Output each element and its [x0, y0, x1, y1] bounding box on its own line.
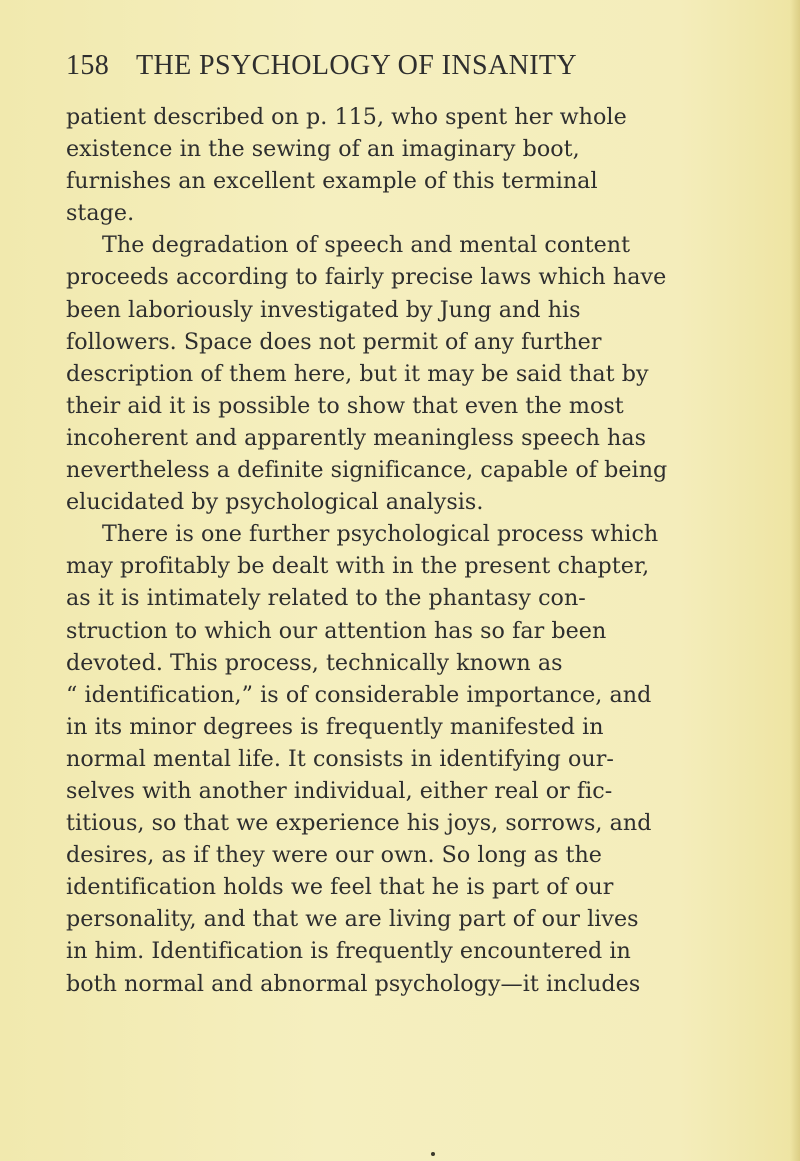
text-line: their aid it is possible to show that even the most: [66, 392, 624, 419]
text-line: in its minor degrees is frequently manifested in: [66, 713, 604, 740]
text-line: selves with another individual, either real or fic-: [66, 777, 613, 804]
text-line: followers. Space does not permit of any further: [66, 328, 602, 355]
body-text: [66, 101, 796, 1000]
text-line: been laboriously investigated by Jung and his: [66, 296, 581, 323]
text-line: struction to which our attention has so far been: [66, 617, 607, 644]
text-line: “ identification,” is of considerable importance, and: [66, 681, 652, 708]
page-number: 158: [66, 50, 110, 81]
text-line: proceeds according to fairly precise laws which have: [66, 264, 667, 291]
text-line: furnishes an excellent example of this terminal: [66, 168, 598, 195]
text-line: desires, as if they were our own. So long as the: [66, 842, 602, 869]
text-line: description of them here, but it may be said that by: [66, 360, 649, 387]
running-head: THE PSYCHOLOGY OF INSANITY: [136, 50, 578, 81]
text-line: elucidated by psychological analysis.: [66, 489, 484, 516]
text-line: existence in the sewing of an imaginary boot,: [66, 136, 580, 163]
text-line: normal mental life. It consists in identifying our-: [66, 745, 614, 772]
text-line: patient described on p. 115, who spent her whole: [66, 104, 627, 130]
text-line: in him. Identification is frequently encountered in: [66, 938, 631, 965]
text-line: identification holds we feel that he is part of our: [66, 874, 614, 901]
ink-speck: [431, 1152, 435, 1156]
text-line: devoted. This process, technically known as: [66, 649, 563, 676]
text-line: titious, so that we experience his joys, sorrows, and: [66, 810, 652, 837]
text-line: both normal and abnormal psychology—it includes: [66, 970, 641, 997]
text-line: stage.: [66, 200, 135, 227]
page-header: [66, 46, 706, 86]
text-line: as it is intimately related to the phantasy con-: [66, 585, 586, 612]
paragraph-start-line: There is one further psychological process which: [102, 521, 659, 548]
paragraph-start-line: The degradation of speech and mental content: [102, 232, 631, 259]
text-line: may profitably be dealt with in the present chapter,: [66, 553, 650, 580]
text-line: nevertheless a definite significance, capable of being: [66, 457, 668, 484]
text-line: personality, and that we are living part of our lives: [66, 906, 639, 933]
text-line: incoherent and apparently meaningless speech has: [66, 424, 647, 451]
